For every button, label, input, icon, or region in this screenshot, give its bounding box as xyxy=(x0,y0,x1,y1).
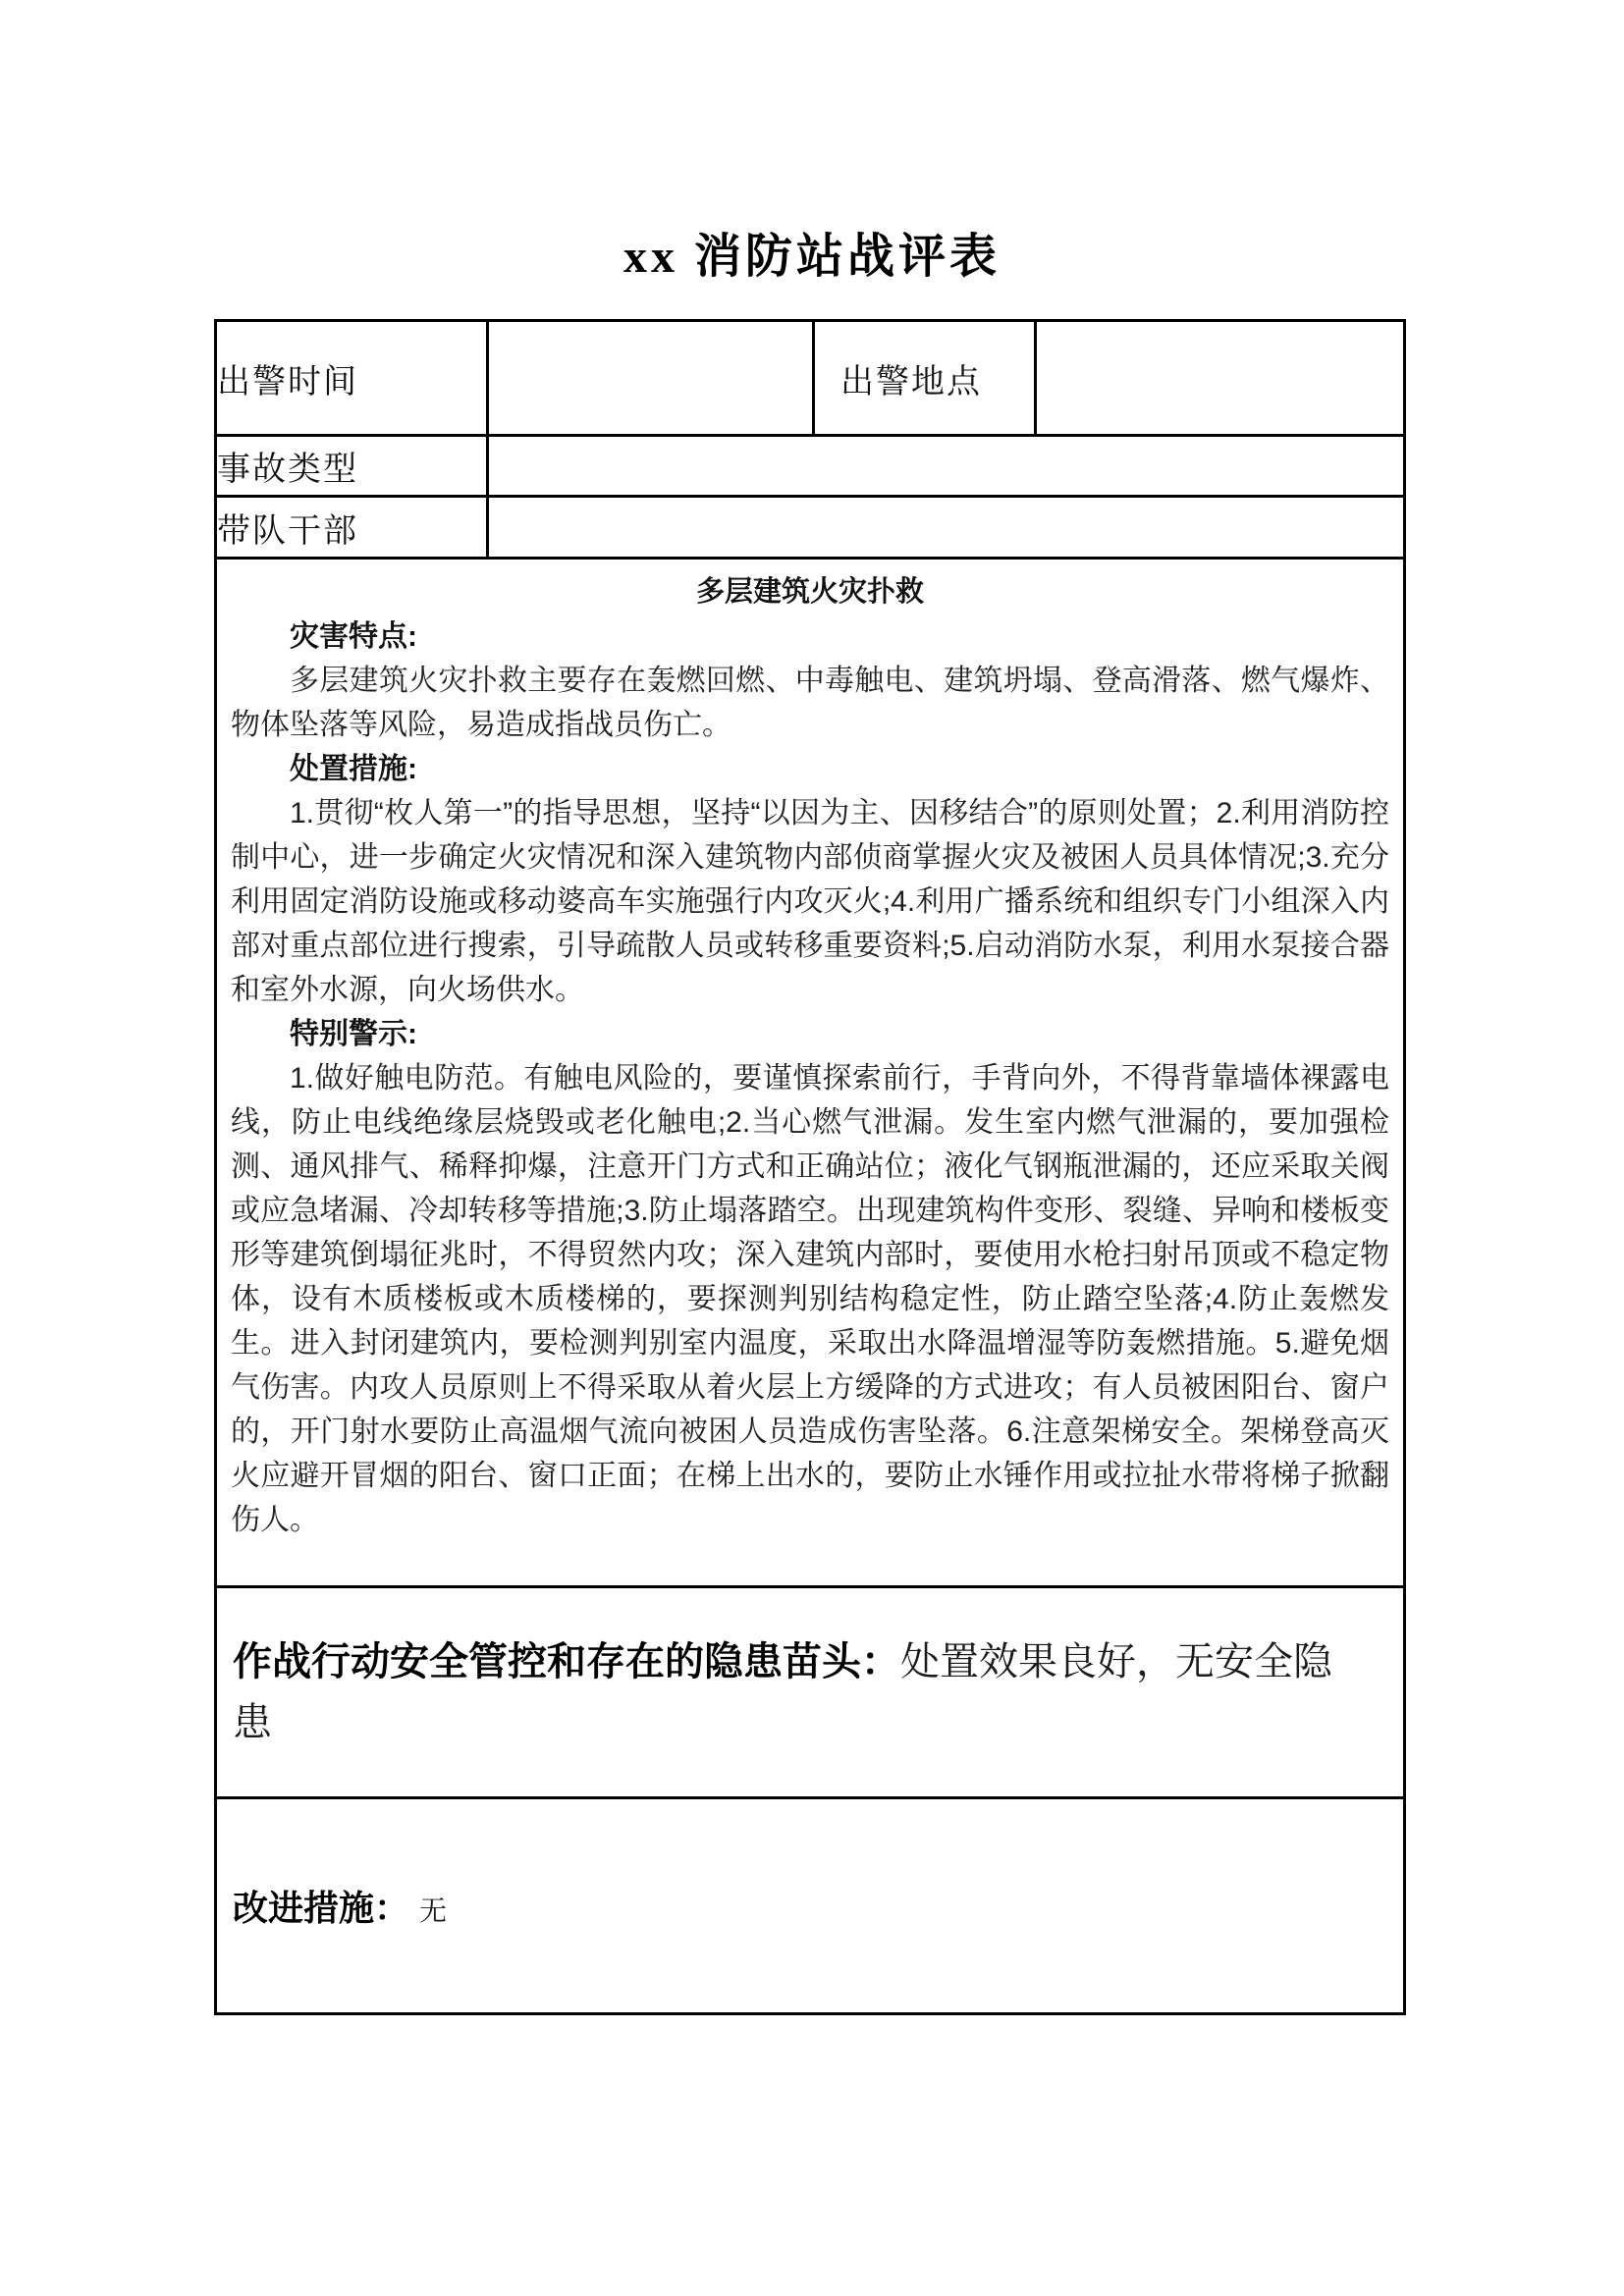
safety-control-label: 作战行动安全管控和存在的隐患苗头： xyxy=(233,1640,900,1683)
safety-control-row xyxy=(216,1587,1405,1798)
improvement-cell xyxy=(216,1798,1405,2014)
improvement-row xyxy=(216,1798,1405,2014)
dispatch-location-value-cell xyxy=(1036,321,1405,436)
safety-control-cell xyxy=(216,1587,1405,1798)
improvement-label: 改进措施： xyxy=(233,1888,410,1928)
safety-control-value: 处置效果良好，无安全隐患 xyxy=(233,1640,1332,1744)
accident-type-value-cell xyxy=(488,436,1405,497)
dispatch-row xyxy=(216,321,1405,436)
special-warnings-section xyxy=(231,1012,1389,1542)
leading-cadre-value-cell xyxy=(488,497,1405,559)
disaster-features-label: 灾害特点: xyxy=(290,620,417,653)
special-warnings-label: 特别警示: xyxy=(290,1018,417,1050)
evaluation-table xyxy=(214,319,1406,2015)
improvement-value: 无 xyxy=(419,1896,448,1926)
tactics-row xyxy=(216,559,1405,1587)
accident-type-label: 事故类型 xyxy=(216,436,488,497)
dispatch-time-value-cell xyxy=(488,321,814,436)
response-measures-text: 1.贯彻“枚人第一”的指导思想，坚持“以因为主、因移结合”的原则处置；2.利用消防控制中心，进一步确定火灾情况和深入建筑物内部侦商掌握火灾及被困人员具体情况;3.充分利用固定消防设施或移动婆高车实施强行内攻灭火;4.利用广播系统和组织专门小组深入内部对重点部位进行搜索，引导疏散人员或转移重要资料;5.启动消防水泵，利用水泵接合器和室外水源，向火场供水。 xyxy=(231,797,1389,1006)
tactics-heading: 多层建筑火灾扑救 xyxy=(695,576,924,608)
leading-cadre-label: 带队干部 xyxy=(216,497,488,559)
dispatch-location-label: 出警地点 xyxy=(814,321,1036,436)
leading-cadre-row xyxy=(216,497,1405,559)
special-warnings-text: 1.做好触电防范。有触电风险的，要谨慎探索前行，手背向外，不得背靠墙体裸露电线，防止电线绝缘层烧毁或老化触电;2.当心燃气泄漏。发生室内燃气泄漏的，要加强检测、通风排气、稀释抑爆，注意开门方式和正确站位；液化气钢瓶泄漏的，还应采取关阀或应急堵漏、冷却转移等措施;3.防止塌落踏空。出现建筑构件变形、裂缝、异响和楼板变形等建筑倒塌征兆时，不得贸然内攻；深入建筑内部时，要使用水枪扫射吊顶或不稳定物体，设有木质楼板或木质楼梯的，要探测判别结构稳定性，防止踏空坠落;4.防止轰燃发生。进入封闭建筑内，要检测判别室内温度，采取出水降温增湿等防轰燃措施。5.避免烟气伤害。内攻人员原则上不得采取从着火层上方缓降的方式进攻；有人员被困阳台、窗户的，开门射水要防止高温烟气流向被困人员造成伤害坠落。6.注意架梯安全。架梯登高灭火应避开冒烟的阳台、窗口正面；在梯上出水的，要防止水锤作用或拉扯水带将梯子掀翻伤人。 xyxy=(231,1062,1389,1536)
accident-type-row xyxy=(216,436,1405,497)
disaster-features-text: 多层建筑火灾扑救主要存在轰燃回燃、中毒触电、建筑坍塌、登高滑落、燃气爆炸、物体坠落等风险，易造成指战员伤亡。 xyxy=(231,665,1389,741)
dispatch-time-label: 出警时间 xyxy=(216,321,488,436)
page-title: xx 消防站战评表 xyxy=(623,231,1001,283)
response-measures-label: 处置措施: xyxy=(290,753,417,785)
disaster-features-section xyxy=(231,614,1389,747)
tactics-section-cell xyxy=(216,559,1405,1587)
response-measures-section xyxy=(231,747,1389,1012)
